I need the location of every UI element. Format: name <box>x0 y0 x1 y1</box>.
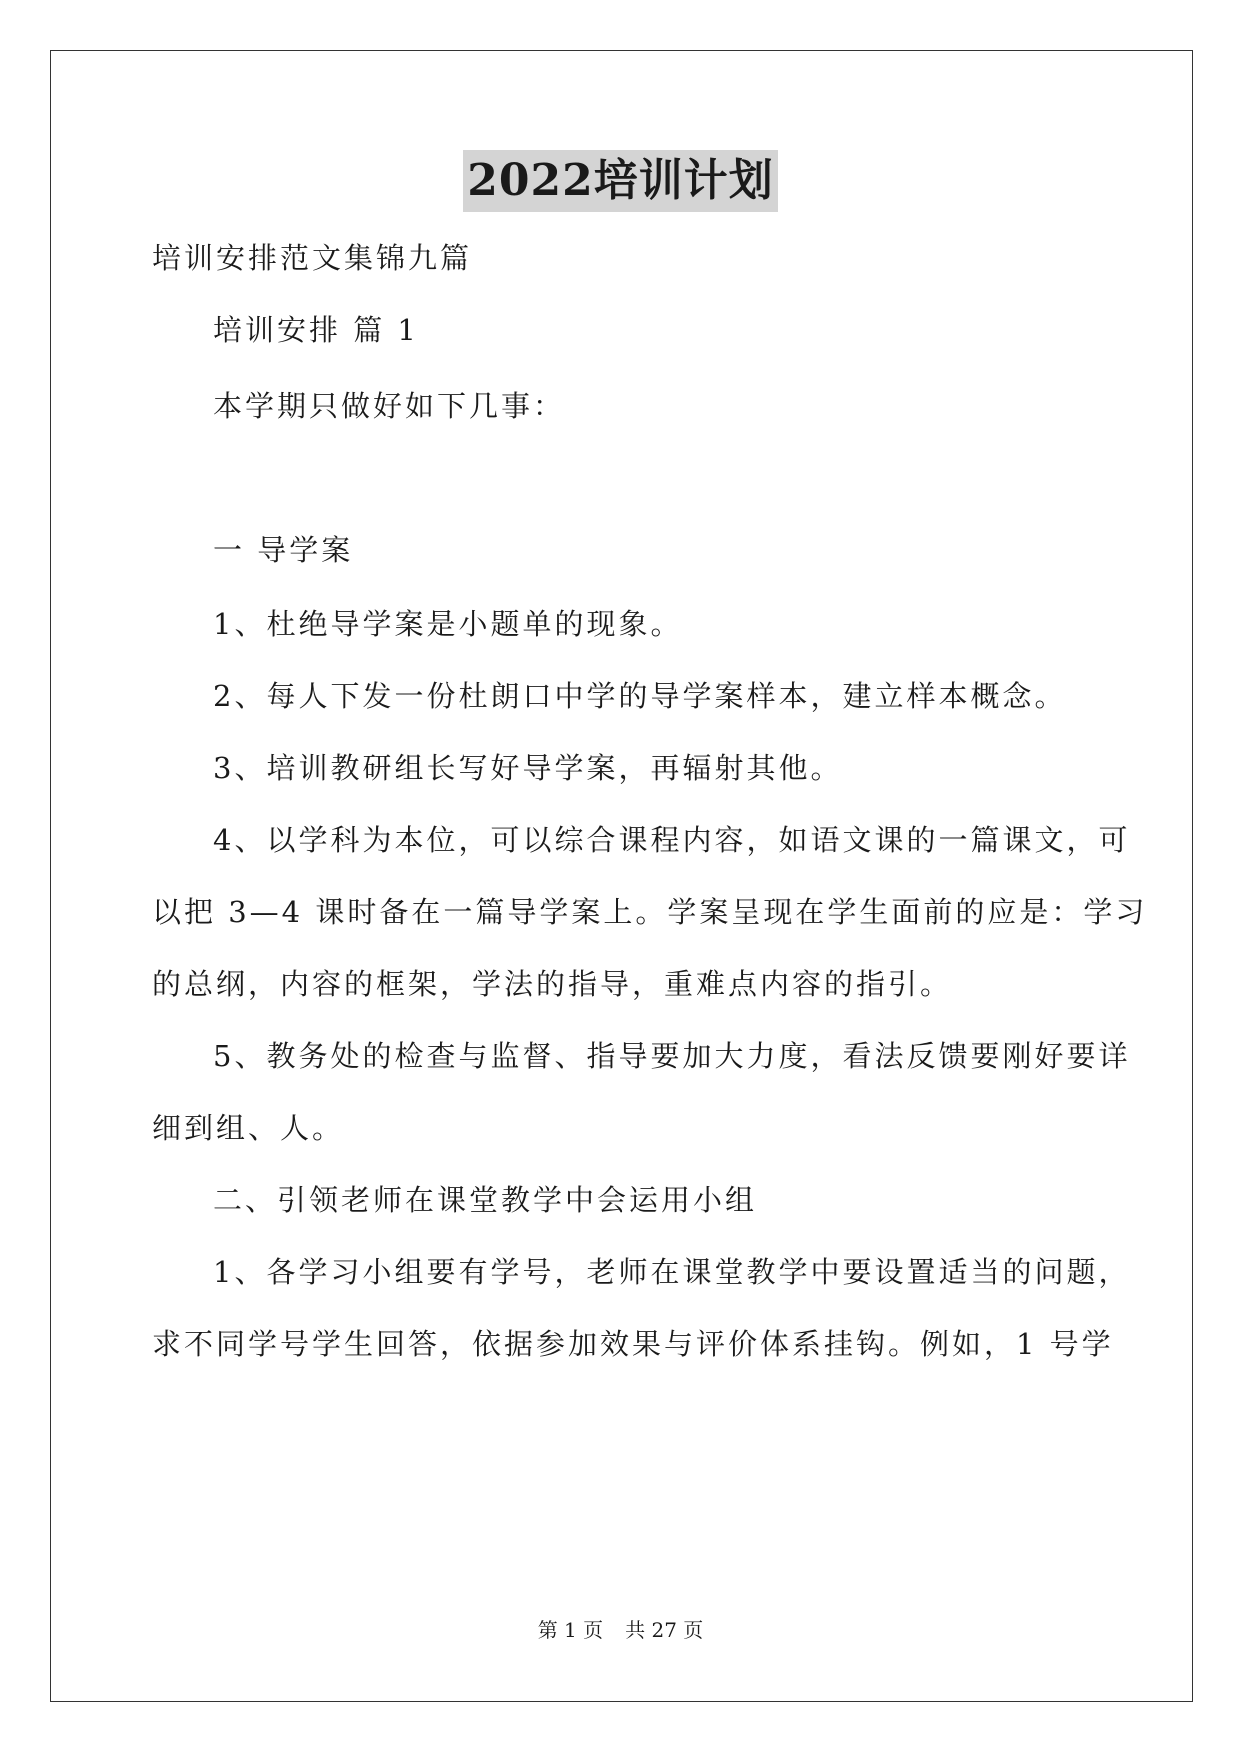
paragraph-line: 2、每人下发一份杜朗口中学的导学案样本，建立样本概念。 <box>213 679 1067 713</box>
paragraph-line: 1、各学习小组要有学号，老师在课堂教学中要设置适当的问题， <box>213 1255 1131 1289</box>
document-title-text: 2022培训计划 <box>463 150 777 212</box>
page-border <box>50 50 1193 1702</box>
paragraph-line: 二、引领老师在课堂教学中会运用小组 <box>213 1183 758 1217</box>
page-total: 共 27 页 <box>625 1618 704 1642</box>
paragraph-line: 本学期只做好如下几事： <box>213 389 566 423</box>
paragraph-line: 1、杜绝导学案是小题单的现象。 <box>213 607 683 641</box>
paragraph-line: 5、教务处的检查与监督、指导要加大力度，看法反馈要刚好要详 <box>213 1039 1131 1073</box>
page-number: 第 1 页 <box>537 1618 604 1642</box>
paragraph-line: 以把 3—4 课时备在一篇导学案上。学案呈现在学生面前的应是：学习 <box>152 895 1148 929</box>
paragraph-line: 一 导学案 <box>213 533 354 567</box>
paragraph-line: 的总纲，内容的框架，学法的指导，重难点内容的指引。 <box>152 967 953 1001</box>
document-title <box>0 150 1241 212</box>
section-heading: 培训安排 篇 1 <box>213 313 419 347</box>
document-subtitle: 培训安排范文集锦九篇 <box>152 241 473 275</box>
paragraph-line: 求不同学号学生回答，依据参加效果与评价体系挂钩。例如，1 号学 <box>152 1327 1114 1361</box>
paragraph-line: 细到组、人。 <box>152 1111 345 1145</box>
paragraph-line: 4、以学科为本位，可以综合课程内容，如语文课的一篇课文，可 <box>213 823 1131 857</box>
page-footer <box>0 1617 1241 1643</box>
paragraph-line: 3、培训教研组长写好导学案，再辐射其他。 <box>213 751 843 785</box>
